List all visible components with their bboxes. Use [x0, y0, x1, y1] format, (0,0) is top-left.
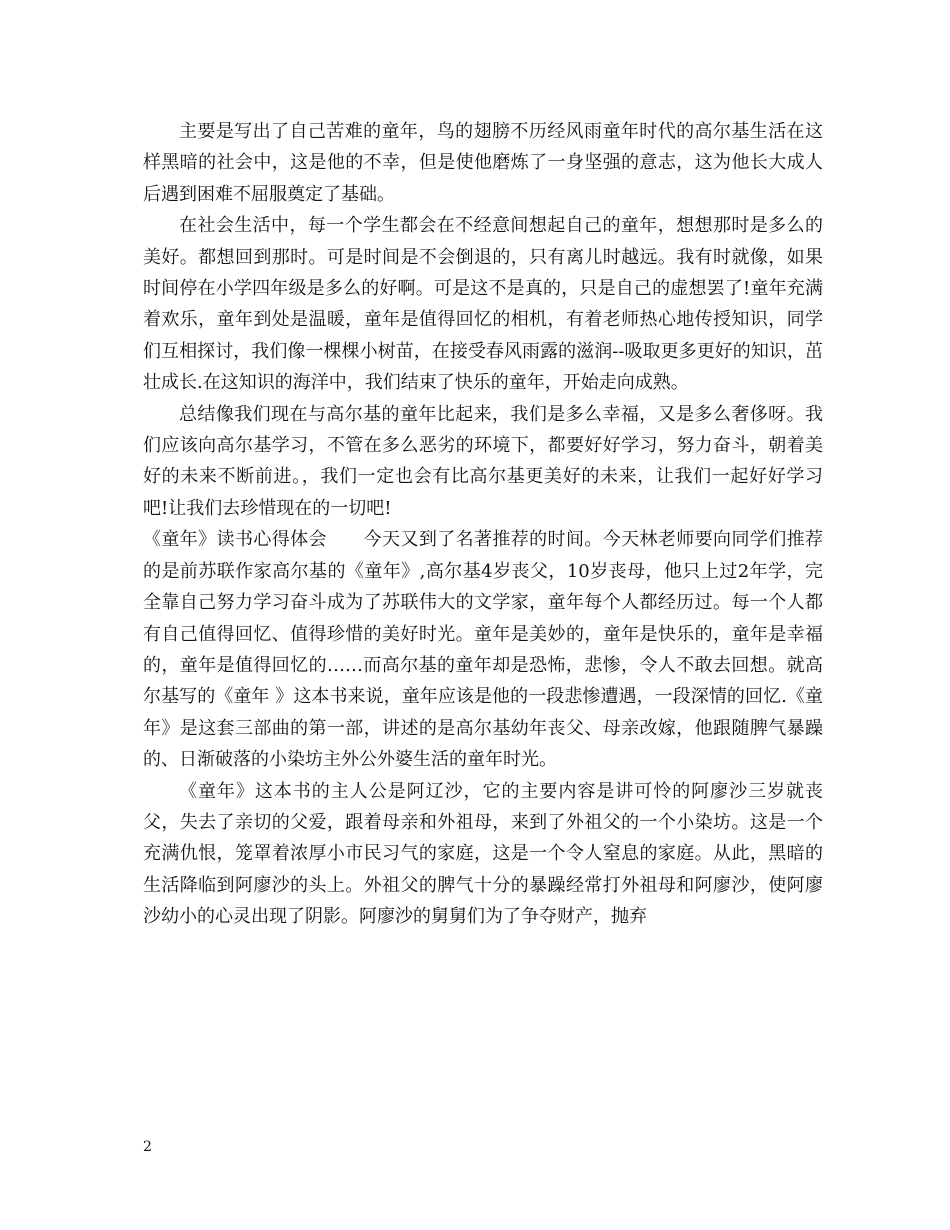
document-body	[143, 116, 823, 933]
paragraph-4: 《童年》读书心得体会 今天又到了名著推荐的时间。今天林老师要向同学们推荐的是前苏联作家高尔基的《童年》,高尔基4岁丧父，10岁丧母，他只上过2年学，完全靠自己努力学习奋斗成为了苏联伟大的文学家，童年每个人都经历过。每一个人都有自己值得回忆、值得珍惜的美好时光。童年是美妙的，童年是快乐的，童年是幸福的，童年是值得回忆的……而高尔基的童年却是恐怖，悲惨，令人不敢去回想。就高尔基写的《童年 》这本书来说，童年应该是他的一段悲惨遭遇，一段深情的回忆.《童年》是这套三部曲的第一部，讲述的是高尔基幼年丧父、母亲改嫁，他跟随脾气暴躁的、日渐破落的小染坊主外公外婆生活的童年时光。	[143, 529, 823, 771]
paragraph-2: 在社会生活中，每一个学生都会在不经意间想起自己的童年，想想那时是多么的美好。都想回到那时。可是时间是不会倒退的，只有离儿时越远。我有时就像，如果时间停在小学四年级是多么的好啊。可是这不是真的，只是自己的虚想罢了!童年充满着欢乐，童年到处是温暖，童年是值得回忆的相机，有着老师热心地传授知识，同学们互相探讨，我们像一棵棵小树苗，在接受春风雨露的滋润--吸取更多更好的知识，茁壮成长.在这知识的海洋中，我们结束了快乐的童年，开始走向成熟。	[143, 215, 823, 394]
paragraph-1: 主要是写出了自己苦难的童年，鸟的翅膀不历经风雨童年时代的高尔基生活在这样黑暗的社会中，这是他的不幸，但是使他磨炼了一身坚强的意志，这为他长大成人后遇到困难不屈服奠定了基础。	[143, 121, 823, 205]
page-number: 2	[143, 1139, 152, 1155]
paragraph-5: 《童年》这本书的主人公是阿辽沙，它的主要内容是讲可怜的阿廖沙三岁就丧父，失去了亲切的父爱，跟着母亲和外祖母，来到了外祖父的一个小染坊。这是一个充满仇恨，笼罩着浓厚小市民习气的家庭，这是一个令人窒息的家庭。从此，黑暗的生活降临到阿廖沙的头上。外祖父的脾气十分的暴躁经常打外祖母和阿廖沙，使阿廖沙幼小的心灵出现了阴影。阿廖沙的舅舅们为了争夺财产，抛弃	[143, 780, 823, 928]
paragraph-3: 总结像我们现在与高尔基的童年比起来，我们是多么幸福，又是多么奢侈呀。我们应该向高尔基学习，不管在多么恶劣的环境下，都要好好学习，努力奋斗，朝着美好的未来不断前进。，我们一定也会有比高尔基更美好的未来，让我们一起好好学习吧!让我们去珍惜现在的一切吧!	[143, 403, 823, 519]
